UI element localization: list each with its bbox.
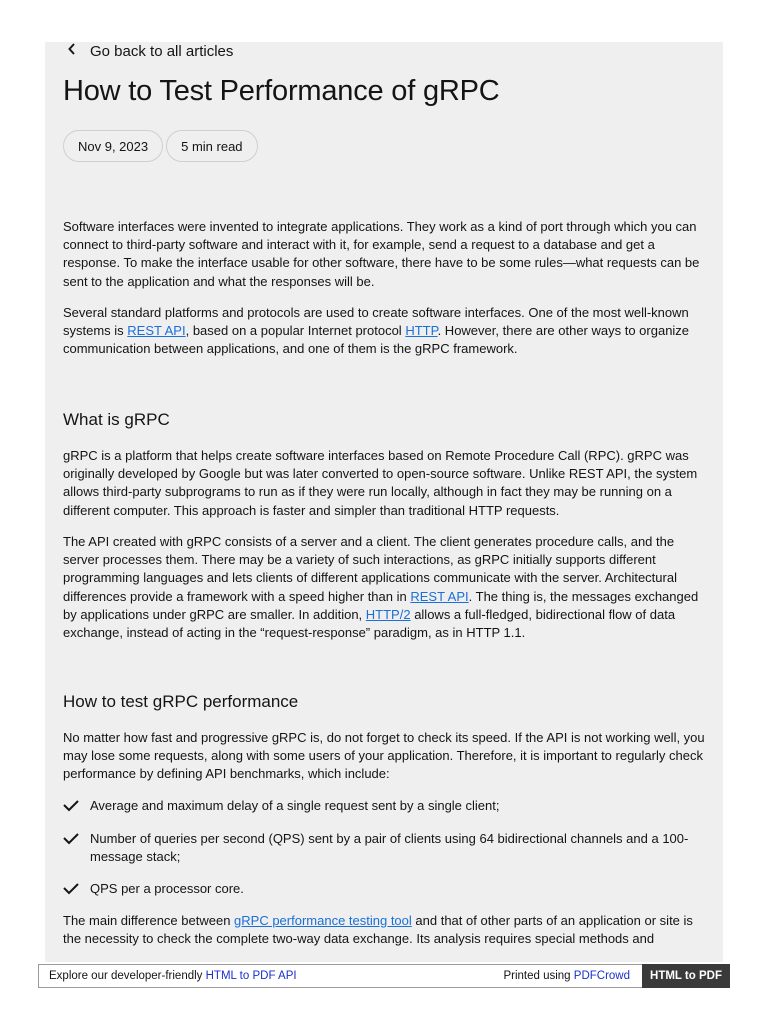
list-item-text: Average and maximum delay of a single request sent by a single client; xyxy=(90,798,500,813)
html-to-pdf-api-link[interactable]: HTML to PDF API xyxy=(205,970,297,982)
html-to-pdf-button[interactable]: HTML to PDF xyxy=(642,964,730,988)
article-meta xyxy=(63,130,258,162)
back-link-label: Go back to all articles xyxy=(90,42,234,60)
list-item xyxy=(63,880,705,898)
text: , based on a popular Internet protocol xyxy=(185,323,406,339)
section1-paragraph-2 xyxy=(63,533,705,642)
check-icon xyxy=(63,797,90,815)
text: and that of other parts of an application or site is the necessity to check the complete two-way data exchange. Its analysis requires special methods and xyxy=(63,913,693,947)
check-icon xyxy=(63,880,90,898)
list-item xyxy=(63,830,705,866)
section2-paragraph-1: No matter how fast and progressive gRPC is, do not forget to check its speed. If the API is not working well, you may lose some requests, along with some users of your application. Therefore, it is important to regularly check performance by defining API benchmarks, which include: xyxy=(63,730,705,782)
grpc-testing-tool-link[interactable]: gRPC performance testing tool xyxy=(234,913,412,928)
footer-text: Printed using xyxy=(503,970,574,982)
rest-api-link[interactable]: REST API xyxy=(127,323,186,339)
section2-paragraph-2 xyxy=(63,912,705,948)
footer-mid xyxy=(503,970,642,982)
intro-paragraph-1: Software interfaces were invented to integrate applications. They work as a kind of port through which you can connect to third-party software and interact with it, for example, send a request to a database and get a response. To make the interface usable for other software, there have to be some rules—what requests can be sent to the application and what the responses will be. xyxy=(63,219,700,289)
pdfcrowd-footer xyxy=(38,964,730,988)
text: The main difference between xyxy=(63,913,235,928)
date-badge: Nov 9, 2023 xyxy=(63,130,163,162)
text: The API created with gRPC consists of a server and a client. The client generates procedure calls, and the server processes them. There may be a variety of such interactions, as gRPC initially supports different programming languages and lets clients of different applications communicate with the server. Architectural differences provide a framework with a speed higher than in xyxy=(63,534,677,604)
text: allows a full-fledged, bidirectional flow of data exchange, instead of acting in the “request-response” paradigm, as in HTTP 1.1. xyxy=(63,606,676,641)
section-heading-how-to-test: How to test gRPC performance xyxy=(63,692,299,711)
text: Several standard platforms and protocols are used to create software interfaces. One of the most well-known systems is xyxy=(63,305,689,339)
http-link[interactable]: HTTP xyxy=(405,323,438,339)
section1-paragraph-1: gRPC is a platform that helps create software interfaces based on Remote Procedure Call (RPC). gRPC was originally developed by Google but was later converted to open-source software. Unlike REST API, the system allows third-party subprograms to run as if they were run locally, although in fact they may be running on a different computer. This approach is faster and simpler than traditional HTTP requests. xyxy=(63,448,698,518)
back-link[interactable] xyxy=(63,42,705,60)
section-heading-what-is-grpc: What is gRPC xyxy=(63,410,170,429)
list-item xyxy=(63,797,705,815)
text: . The thing is, the messages exchanged by applications under gRPC are smaller. In addition, xyxy=(63,588,699,622)
article-card xyxy=(45,42,723,962)
footer-text: Explore our developer-friendly xyxy=(49,970,206,982)
pdfcrowd-link[interactable]: PDFCrowd xyxy=(573,970,631,982)
http2-link[interactable]: HTTP/2 xyxy=(365,606,411,622)
article-title: How to Test Performance of gRPC xyxy=(63,75,500,107)
list-item-text: QPS per a processor core. xyxy=(90,881,244,896)
check-icon xyxy=(63,830,90,848)
list-item-text: Number of queries per second (QPS) sent by a pair of clients using 64 bidirectional channels and a 100-message stack; xyxy=(90,831,689,865)
intro-paragraph-2 xyxy=(63,304,705,359)
chevron-left-icon xyxy=(67,42,87,60)
rest-api-link-2[interactable]: REST API xyxy=(410,588,469,604)
text: . However, there are other ways to organize communication between applications, and one of them is the gRPC framework. xyxy=(63,323,690,357)
read-time-badge: 5 min read xyxy=(166,130,257,162)
footer-left xyxy=(39,970,503,982)
